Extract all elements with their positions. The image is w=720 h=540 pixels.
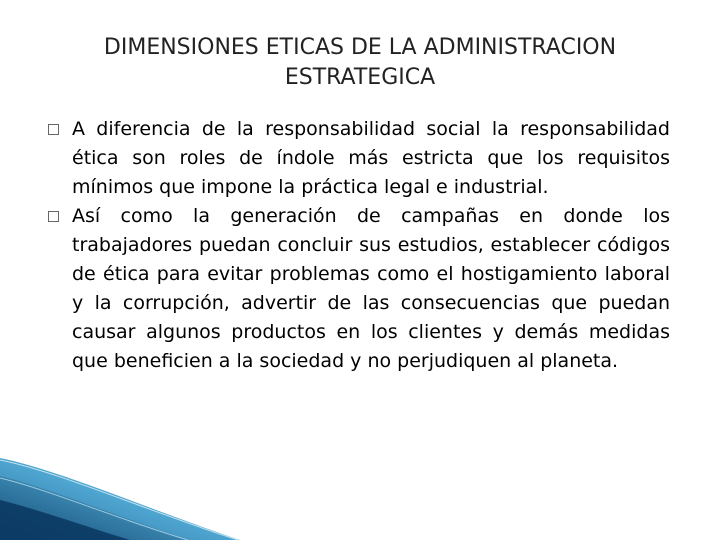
wave-decoration-icon — [0, 440, 260, 540]
bullet-text: A diferencia de la responsabilidad social la responsabilidad ética son roles de índole más estricta que los requisitos mínimos que impone la práctica legal e industrial. — [72, 118, 670, 198]
square-bullet-icon — [48, 124, 59, 135]
bullet-item — [48, 115, 670, 202]
bullet-text: Así como la generación de campañas en donde los trabajadores puedan concluir sus estudios, establecer códigos de ética para evitar problemas como el hostigamiento laboral y la corrupción, advertir de las consecuencias que puedan causar algunos productos en los clientes y demás medidas que beneficien a la sociedad y no perjudiquen al planeta. — [72, 205, 670, 372]
slide-title — [40, 33, 680, 93]
bullet-item — [48, 202, 670, 376]
slide-title-line-2: ESTRATEGICA — [284, 65, 436, 90]
square-bullet-icon — [48, 211, 59, 222]
slide-title-line-1: DIMENSIONES ETICAS DE LA ADMINISTRACION — [103, 35, 617, 60]
bullet-list — [48, 115, 670, 376]
